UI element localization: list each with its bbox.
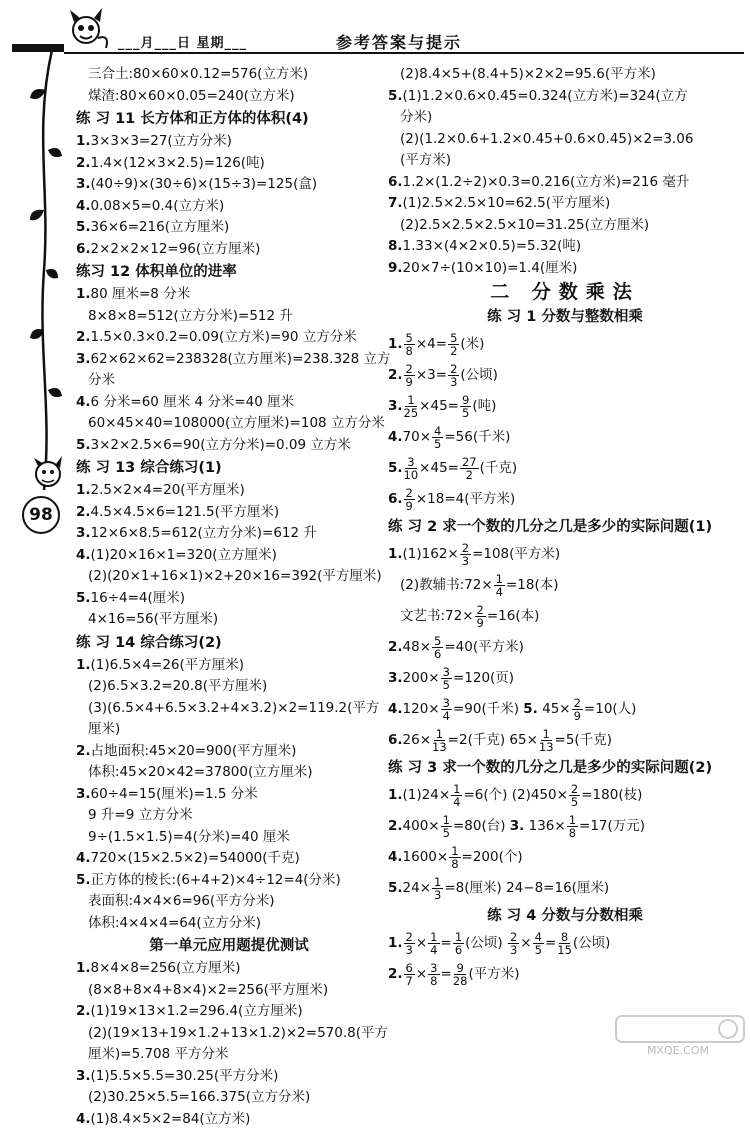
fraction-numerator: 4: [533, 931, 544, 944]
answer-line: 2.4.5×4.5×6=121.5(平方厘米): [76, 502, 382, 524]
fraction-denominator: 6: [455, 944, 462, 956]
fraction-numerator: 2: [404, 363, 415, 376]
item-number: 2.: [76, 155, 91, 171]
answer-line: 4.1600× $\frac{1}{8}$ =200(个): [388, 842, 742, 873]
answer-line: 1.(1)6.5×4=26(平方厘米): [76, 655, 382, 677]
item-number: 2.: [388, 818, 403, 834]
answer-line: 5. $\frac{3}{10}$ ×45= $\frac{27}{2}$ (千克): [388, 453, 742, 484]
answer-line: 5.16÷4=4(厘米): [76, 588, 382, 610]
item-number: 2.: [76, 504, 91, 520]
fraction-numerator: 1: [453, 931, 464, 944]
fraction: [441, 697, 452, 722]
page-number: 98: [22, 496, 60, 534]
fraction-numerator: 1: [567, 814, 578, 827]
item-number: 3.: [388, 398, 403, 414]
fraction-numerator: 2: [404, 931, 415, 944]
answer-line: 2. $\frac{6}{7}$ × $\frac{3}{8}$ = $\frac{9}{28}$ (平方米): [388, 959, 742, 990]
answer-line: 1.3×3×3=27(立方分米): [76, 131, 382, 153]
fraction-denominator: 8: [569, 827, 576, 839]
answer-line: (平方米): [388, 150, 742, 172]
item-number: 5.: [388, 88, 403, 104]
fraction-numerator: 27: [460, 456, 479, 469]
fraction-numerator: 1: [494, 573, 505, 586]
fraction: [432, 728, 447, 753]
fraction-denominator: 4: [443, 710, 450, 722]
fraction-denominator: 3: [406, 944, 413, 956]
answer-line: 5.正方体的棱长:(6+4+2)×4÷12=4(分米): [76, 870, 382, 892]
fraction: [460, 542, 471, 567]
fraction-denominator: 5: [434, 438, 441, 450]
fraction-denominator: 5: [571, 796, 578, 808]
fraction: [404, 962, 415, 987]
fraction-numerator: 6: [404, 962, 415, 975]
answer-line: 3.(40÷9)×(30÷6)×(15÷3)=125(盒): [76, 174, 382, 196]
item-number: 5.: [388, 880, 403, 896]
item-number: 4.: [388, 429, 403, 445]
item-number: 6.: [388, 732, 403, 748]
item-number: 4.: [76, 394, 91, 410]
item-number: 4.: [76, 547, 91, 563]
fraction-denominator: 3: [450, 376, 457, 388]
item-number: 3.: [388, 670, 403, 686]
item-number: 3.: [76, 351, 91, 367]
section-heading: 练 习 2 求一个数的几分之几是多少的实际问题(1): [388, 515, 742, 539]
fraction-denominator: 5: [443, 827, 450, 839]
answer-line: 3. $\frac{1}{25}$ ×45= $\frac{9}{5}$ (吨): [388, 391, 742, 422]
item-number: 4.: [388, 701, 403, 717]
answer-line: 分米): [388, 107, 742, 129]
fraction-denominator: 5: [462, 407, 469, 419]
answer-line: 6.1.2×(1.2÷2)×0.3=0.216(立方米)=216 毫升: [388, 172, 742, 194]
fraction-denominator: 6: [434, 648, 441, 660]
answer-line: 1. $\frac{2}{3}$ × $\frac{1}{4}$ = $\frac{1}{6}$ (公顷) $\frac{2}{3}$ × $\frac{4}{5}$ = $\frac{8}{15}$ (公顷): [388, 928, 742, 959]
item-number: 3.: [76, 176, 91, 192]
item-number: 1.: [76, 133, 91, 149]
answer-line: (2)(1.2×0.6+1.2×0.45+0.6×0.45)×2=3.06: [388, 129, 742, 151]
section-heading: 练 习 4 分数与分数相乘: [388, 904, 742, 928]
section-heading: 练习 12 体积单位的进率: [76, 260, 382, 284]
answer-line: 1.(1)162× $\frac{2}{3}$ =108(平方米): [388, 539, 742, 570]
answer-line: 4×16=56(平方厘米): [76, 609, 382, 631]
fraction: [448, 332, 459, 357]
fraction-denominator: 5: [443, 679, 450, 691]
answer-line: 8.1.33×(4×2×0.5)=5.32(吨): [388, 236, 742, 258]
item-number: 4.: [76, 1111, 91, 1127]
fraction-denominator: 13: [539, 741, 554, 753]
answer-line: 厘米): [76, 719, 382, 741]
fraction-numerator: 3: [441, 666, 452, 679]
fraction-denominator: 9: [406, 376, 413, 388]
answer-line: 4.(1)20×16×1=320(立方厘米): [76, 545, 382, 567]
answer-line: 2.48× $\frac{5}{6}$ =40(平方米): [388, 632, 742, 663]
answer-line: 1. $\frac{5}{8}$ ×4= $\frac{5}{2}$ (米): [388, 329, 742, 360]
answer-line: 5.3×2×2.5×6=90(立方分米)=0.09 立方米: [76, 435, 382, 457]
answer-line: 3.200× $\frac{3}{5}$ =120(页): [388, 663, 742, 694]
fraction: [432, 876, 443, 901]
item-number: 2.: [388, 639, 403, 655]
section-heading: 练 习 13 综合练习(1): [76, 456, 382, 480]
item-number: 5.: [76, 219, 91, 235]
answer-line: 厘米)=5.708 平方分米: [76, 1044, 382, 1066]
item-number: 2.: [388, 367, 403, 383]
answer-line: 2.占地面积:45×20=900(平方厘米): [76, 741, 382, 763]
fraction-numerator: 1: [451, 783, 462, 796]
section-heading: 练 习 14 综合练习(2): [76, 631, 382, 655]
item-number: 9.: [388, 260, 403, 276]
section-heading: 练 习 3 求一个数的几分之几是多少的实际问题(2): [388, 756, 742, 780]
fraction-numerator: 2: [460, 542, 471, 555]
fraction: [572, 697, 583, 722]
answer-line: 三合土:80×60×0.12=576(立方米): [76, 64, 382, 86]
fraction: [451, 783, 462, 808]
fraction-numerator: 2: [572, 697, 583, 710]
answer-line: 表面积:4×4×6=96(平方分米): [76, 891, 382, 913]
fraction: [441, 814, 452, 839]
fraction-denominator: 25: [404, 407, 419, 419]
fraction-denominator: 3: [462, 555, 469, 567]
page-header: [0, 0, 750, 58]
fraction-numerator: 2: [404, 487, 415, 500]
item-number: 6.: [76, 241, 91, 257]
fraction-denominator: 28: [453, 975, 468, 987]
fraction: [453, 962, 468, 987]
fraction-numerator: 1: [449, 845, 460, 858]
fraction-denominator: 10: [404, 469, 419, 481]
fraction: [449, 845, 460, 870]
answer-line: 2.400× $\frac{1}{5}$ =80(台) 3. 136× $\frac{1}{8}$ =17(万元): [388, 811, 742, 842]
item-number: 2.: [76, 1003, 91, 1019]
right-answer-column: [388, 64, 742, 990]
answer-line: (3)(6.5×4+6.5×3.2+4×3.2)×2=119.2(平方: [76, 698, 382, 720]
answer-line: 煤渣:80×60×0.05=240(立方米): [76, 86, 382, 108]
answer-line: 2. $\frac{2}{9}$ ×3= $\frac{2}{3}$ (公顷): [388, 360, 742, 391]
answer-line: 4.70× $\frac{4}{5}$ =56(千米): [388, 422, 742, 453]
fraction: [475, 604, 486, 629]
answer-line: 文艺书:72× $\frac{2}{9}$ =16(本): [388, 601, 742, 632]
answer-line: 1.8×4×8=256(立方厘米): [76, 958, 382, 980]
fraction-numerator: 2: [448, 363, 459, 376]
watermark-logo: [612, 1012, 748, 1058]
answer-line: (2)教辅书:72× $\frac{1}{4}$ =18(本): [388, 570, 742, 601]
fraction: [460, 394, 471, 419]
answer-line: 3.12×6×8.5=612(立方分米)=612 升: [76, 523, 382, 545]
fraction-numerator: 3: [441, 697, 452, 710]
fraction-numerator: 1: [441, 814, 452, 827]
item-number: 5.: [76, 590, 91, 606]
fraction: [557, 931, 572, 956]
fraction-denominator: 8: [430, 975, 437, 987]
answer-line: 体积:4×4×4=64(立方分米): [76, 913, 382, 935]
answer-line: 体积:45×20×42=37800(立方厘米): [76, 762, 382, 784]
item-number: 1.: [388, 546, 403, 562]
fraction: [453, 931, 464, 956]
fraction: [404, 363, 415, 388]
item-number: 3.: [76, 1068, 91, 1084]
item-number: 1.: [76, 482, 91, 498]
item-number: 8.: [388, 238, 403, 254]
fraction: [494, 573, 505, 598]
fraction: [460, 456, 479, 481]
item-number: 1.: [388, 935, 403, 951]
fraction-numerator: 4: [432, 425, 443, 438]
fraction-denominator: 15: [557, 944, 572, 956]
fraction-denominator: 3: [510, 944, 517, 956]
answer-line: 1.(1)24× $\frac{1}{4}$ =6(个) (2)450× $\frac{2}{5}$ =180(枝): [388, 780, 742, 811]
fraction: [569, 783, 580, 808]
fraction: [539, 728, 554, 753]
item-number: 3.: [510, 818, 525, 834]
answer-line: (8×8+8×4+8×4)×2=256(平方厘米): [76, 980, 382, 1002]
fraction-denominator: 2: [450, 345, 457, 357]
item-number: 5.: [388, 460, 403, 476]
fraction: [404, 394, 419, 419]
answer-line: 3.60÷4=15(厘米)=1.5 分米: [76, 784, 382, 806]
item-number: 4.: [76, 198, 91, 214]
answer-line: 4.0.08×5=0.4(立方米): [76, 196, 382, 218]
answer-line: 1.80 厘米=8 分米: [76, 284, 382, 306]
fraction: [404, 487, 415, 512]
fraction: [448, 363, 459, 388]
fraction-denominator: 8: [406, 345, 413, 357]
fraction-numerator: 1: [541, 728, 552, 741]
fraction-numerator: 9: [454, 962, 465, 975]
fraction-numerator: 1: [428, 931, 439, 944]
fraction-denominator: 2: [466, 469, 473, 481]
section-heading: 第一单元应用题提优测试: [76, 934, 382, 958]
fraction-numerator: 3: [428, 962, 439, 975]
answer-line: 2.1.5×0.3×0.2=0.09(立方米)=90 立方分米: [76, 327, 382, 349]
item-number: 5.: [76, 872, 91, 888]
answer-line: 4.6 分米=60 厘米 4 分米=40 厘米: [76, 392, 382, 414]
unit-heading: 二 分数乘法: [388, 279, 742, 305]
fraction-denominator: 4: [430, 944, 437, 956]
section-heading: 练 习 11 长方体和正方体的体积(4): [76, 107, 382, 131]
answer-line: 分米: [76, 370, 382, 392]
item-number: 5.: [523, 701, 538, 717]
item-number: 1.: [388, 336, 403, 352]
fraction-numerator: 1: [405, 394, 416, 407]
item-number: 2.: [76, 743, 91, 759]
fraction: [404, 332, 415, 357]
fraction: [432, 425, 443, 450]
section-heading: 练 习 1 分数与整数相乘: [388, 305, 742, 329]
date-label: ___月___日 星期___: [118, 32, 247, 51]
item-number: 6.: [388, 491, 403, 507]
fraction-numerator: 2: [475, 604, 486, 617]
left-answer-column: [76, 64, 382, 1130]
fraction-denominator: 9: [574, 710, 581, 722]
page-title: 参考答案与提示: [336, 30, 462, 53]
fraction: [441, 666, 452, 691]
answer-line: 5.24× $\frac{1}{3}$ =8(厘米) 24−8=16(厘米): [388, 873, 742, 904]
answer-line: 2.1.4×(12×3×2.5)=126(吨): [76, 153, 382, 175]
fraction-numerator: 9: [460, 394, 471, 407]
fraction-numerator: 5: [432, 635, 443, 648]
answer-line: (2)(19×13+19×1.2+13×1.2)×2=570.8(平方: [76, 1023, 382, 1045]
answer-line: 9 升=9 立方分米: [76, 805, 382, 827]
answer-line: 5.(1)1.2×0.6×0.45=0.324(立方米)=324(立方: [388, 86, 742, 108]
answer-line: 3.(1)5.5×5.5=30.25(平方分米): [76, 1066, 382, 1088]
fraction-numerator: 3: [405, 456, 416, 469]
item-number: 1.: [76, 657, 91, 673]
item-number: 3.: [76, 786, 91, 802]
answer-line: 8×8×8=512(立方分米)=512 升: [76, 306, 382, 328]
fraction-denominator: 8: [451, 858, 458, 870]
item-number: 4.: [76, 850, 91, 866]
fraction: [404, 456, 419, 481]
answer-line: 9÷(1.5×1.5)=4(分米)=40 厘米: [76, 827, 382, 849]
fraction-denominator: 9: [406, 500, 413, 512]
fraction-denominator: 7: [406, 975, 413, 987]
fraction: [533, 931, 544, 956]
answer-line: 60×45×40=108000(立方厘米)=108 立方分米: [76, 413, 382, 435]
answer-line: 4.120× $\frac{3}{4}$ =90(千米) 5. 45× $\frac{2}{9}$ =10(人): [388, 694, 742, 725]
answer-line: 6. $\frac{2}{9}$ ×18=4(平方米): [388, 484, 742, 515]
item-number: 1.: [76, 960, 91, 976]
item-number: 3.: [76, 525, 91, 541]
fraction: [404, 931, 415, 956]
fraction: [428, 931, 439, 956]
fraction-numerator: 1: [432, 876, 443, 889]
answer-line: 2.(1)19×13×1.2=296.4(立方厘米): [76, 1001, 382, 1023]
fraction: [508, 931, 519, 956]
answer-line: 6.2×2×2×12=96(立方厘米): [76, 239, 382, 261]
fraction: [567, 814, 578, 839]
answer-line: (2)2.5×2.5×2.5×10=31.25(立方厘米): [388, 215, 742, 237]
watermark-text: MXQE.COM: [647, 1044, 709, 1057]
fraction-numerator: 5: [448, 332, 459, 345]
fraction-numerator: 5: [404, 332, 415, 345]
item-number: 4.: [388, 849, 403, 865]
fraction-numerator: 2: [569, 783, 580, 796]
answer-line: (2)30.25×5.5=166.375(立方分米): [76, 1087, 382, 1109]
item-number: 1.: [76, 286, 91, 302]
mascot-icon: [66, 4, 112, 50]
item-number: 7.: [388, 195, 403, 211]
fraction: [432, 635, 443, 660]
answer-line: 9.20×7÷(10×10)=1.4(厘米): [388, 258, 742, 280]
item-number: 5.: [76, 437, 91, 453]
answer-line: 6.26× $\frac{1}{13}$ =2(千克) 65× $\frac{1}{13}$ =5(千克): [388, 725, 742, 756]
fraction-numerator: 1: [434, 728, 445, 741]
fraction-numerator: 8: [559, 931, 570, 944]
answer-line: 7.(1)2.5×2.5×10=62.5(平方厘米): [388, 193, 742, 215]
item-number: 2.: [76, 329, 91, 345]
answer-line: 1.2.5×2×4=20(平方厘米): [76, 480, 382, 502]
fraction-denominator: 9: [477, 617, 484, 629]
fraction-numerator: 2: [508, 931, 519, 944]
fraction-denominator: 4: [496, 586, 503, 598]
answer-line: 3.62×62×62=238328(立方厘米)=238.328 立方: [76, 349, 382, 371]
item-number: 2.: [388, 966, 403, 982]
answer-line: 5.36×6=216(立方厘米): [76, 217, 382, 239]
fraction-denominator: 4: [453, 796, 460, 808]
fraction-denominator: 3: [434, 889, 441, 901]
answer-line: (2)(20×1+16×1)×2+20×16=392(平方厘米): [76, 566, 382, 588]
answer-line: 4.720×(15×2.5×2)=54000(千克): [76, 848, 382, 870]
fraction-denominator: 13: [432, 741, 447, 753]
item-number: 6.: [388, 174, 403, 190]
item-number: 1.: [388, 787, 403, 803]
fraction-denominator: 5: [535, 944, 542, 956]
fraction: [428, 962, 439, 987]
answer-line: (2)6.5×3.2=20.8(平方厘米): [76, 676, 382, 698]
answer-line: 4.(1)8.4×5×2=84(立方米): [76, 1109, 382, 1130]
answer-line: (2)8.4×5+(8.4+5)×2×2=95.6(平方米): [388, 64, 742, 86]
